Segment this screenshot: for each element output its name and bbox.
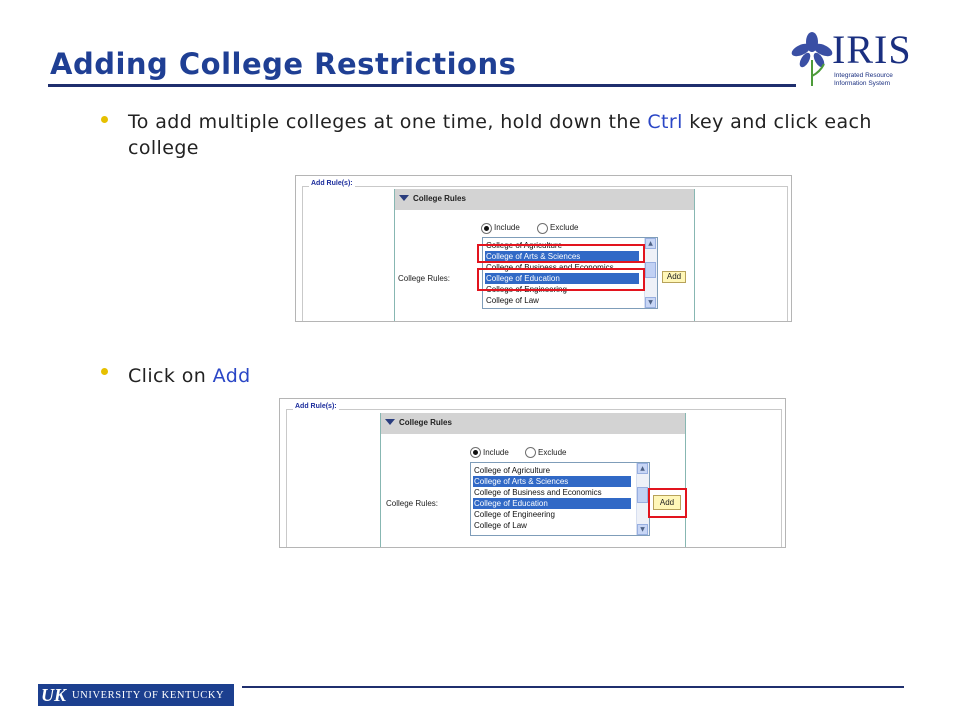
bullet-2-text: [128, 363, 251, 389]
logo-wordmark: IRIS: [832, 27, 912, 72]
add-rules-legend: Add Rule(s):: [295, 403, 337, 410]
screenshot-ctrl-select: [295, 175, 792, 322]
bullet-2-keyword: Add: [212, 365, 251, 387]
footer-rule: [242, 686, 904, 688]
flower-icon: [790, 30, 834, 88]
exclude-label: Exclude: [550, 223, 579, 232]
university-name: UNIVERSITY OF KENTUCKY: [72, 690, 225, 701]
include-label: Include: [494, 223, 520, 232]
exclude-radio[interactable]: [537, 223, 548, 234]
list-item[interactable]: College of Education: [485, 273, 639, 284]
collapse-triangle-icon[interactable]: [399, 195, 409, 201]
list-item[interactable]: College of Engineering: [486, 285, 567, 294]
college-rules-header: [381, 413, 685, 434]
scroll-up-icon[interactable]: ▲: [637, 463, 648, 474]
exclude-label: Exclude: [538, 448, 567, 457]
add-rules-legend: Add Rule(s):: [311, 180, 353, 187]
college-rules-header: [395, 189, 694, 210]
scroll-up-icon[interactable]: ▲: [645, 238, 656, 249]
bullet-1-keyword: Ctrl: [647, 111, 683, 133]
include-radio[interactable]: [470, 447, 481, 458]
iris-logo: [790, 27, 930, 90]
collapse-triangle-icon[interactable]: [385, 419, 395, 425]
bullet-1-post: key and click each college: [128, 111, 872, 159]
uk-mark: UK: [41, 685, 67, 705]
list-item[interactable]: College of Arts & Sciences: [473, 476, 631, 487]
exclude-radio[interactable]: [525, 447, 536, 458]
slide-title: Adding College Restrictions: [50, 47, 517, 81]
add-button[interactable]: Add: [662, 271, 686, 283]
add-button[interactable]: Add: [653, 495, 681, 510]
college-rules-label: College Rules:: [398, 274, 451, 283]
scroll-thumb[interactable]: [637, 487, 648, 503]
college-listbox[interactable]: [470, 462, 650, 536]
logo-line-2: Information System: [834, 80, 890, 87]
college-rules-title: College Rules: [399, 418, 452, 427]
title-underline: [48, 84, 796, 87]
bullet-marker: [101, 368, 108, 375]
bullet-1-pre: To add multiple colleges at one time, hold down the: [128, 111, 648, 133]
screenshot-click-add: [279, 398, 786, 548]
bullet-2-pre: Click on: [128, 365, 213, 387]
list-item[interactable]: College of Engineering: [474, 510, 555, 519]
scroll-down-icon[interactable]: ▼: [637, 524, 648, 535]
list-item[interactable]: College of Law: [486, 296, 539, 305]
uk-logo: [38, 684, 234, 706]
scroll-down-icon[interactable]: ▼: [645, 297, 656, 308]
list-item[interactable]: College of Law: [474, 521, 527, 530]
list-item[interactable]: College of Business and Economics: [486, 263, 614, 272]
include-radio[interactable]: [481, 223, 492, 234]
include-label: Include: [483, 448, 509, 457]
highlight-box: [477, 268, 645, 291]
logo-line-1: Integrated Resource: [834, 72, 893, 79]
list-item[interactable]: College of Agriculture: [486, 241, 563, 250]
bullet-marker: [101, 116, 108, 123]
highlight-box: [477, 244, 645, 263]
list-item[interactable]: College of Arts & Sciences: [485, 251, 639, 262]
college-rules-title: College Rules: [413, 194, 466, 203]
listbox-scrollbar[interactable]: [644, 238, 657, 308]
college-rules-label: College Rules:: [386, 499, 439, 508]
list-item[interactable]: College of Education: [473, 498, 631, 509]
scroll-thumb[interactable]: [645, 262, 656, 278]
list-item[interactable]: College of Business and Economics: [474, 488, 602, 497]
bullet-1-text: [128, 109, 898, 161]
list-item[interactable]: College of Agriculture: [474, 466, 551, 475]
